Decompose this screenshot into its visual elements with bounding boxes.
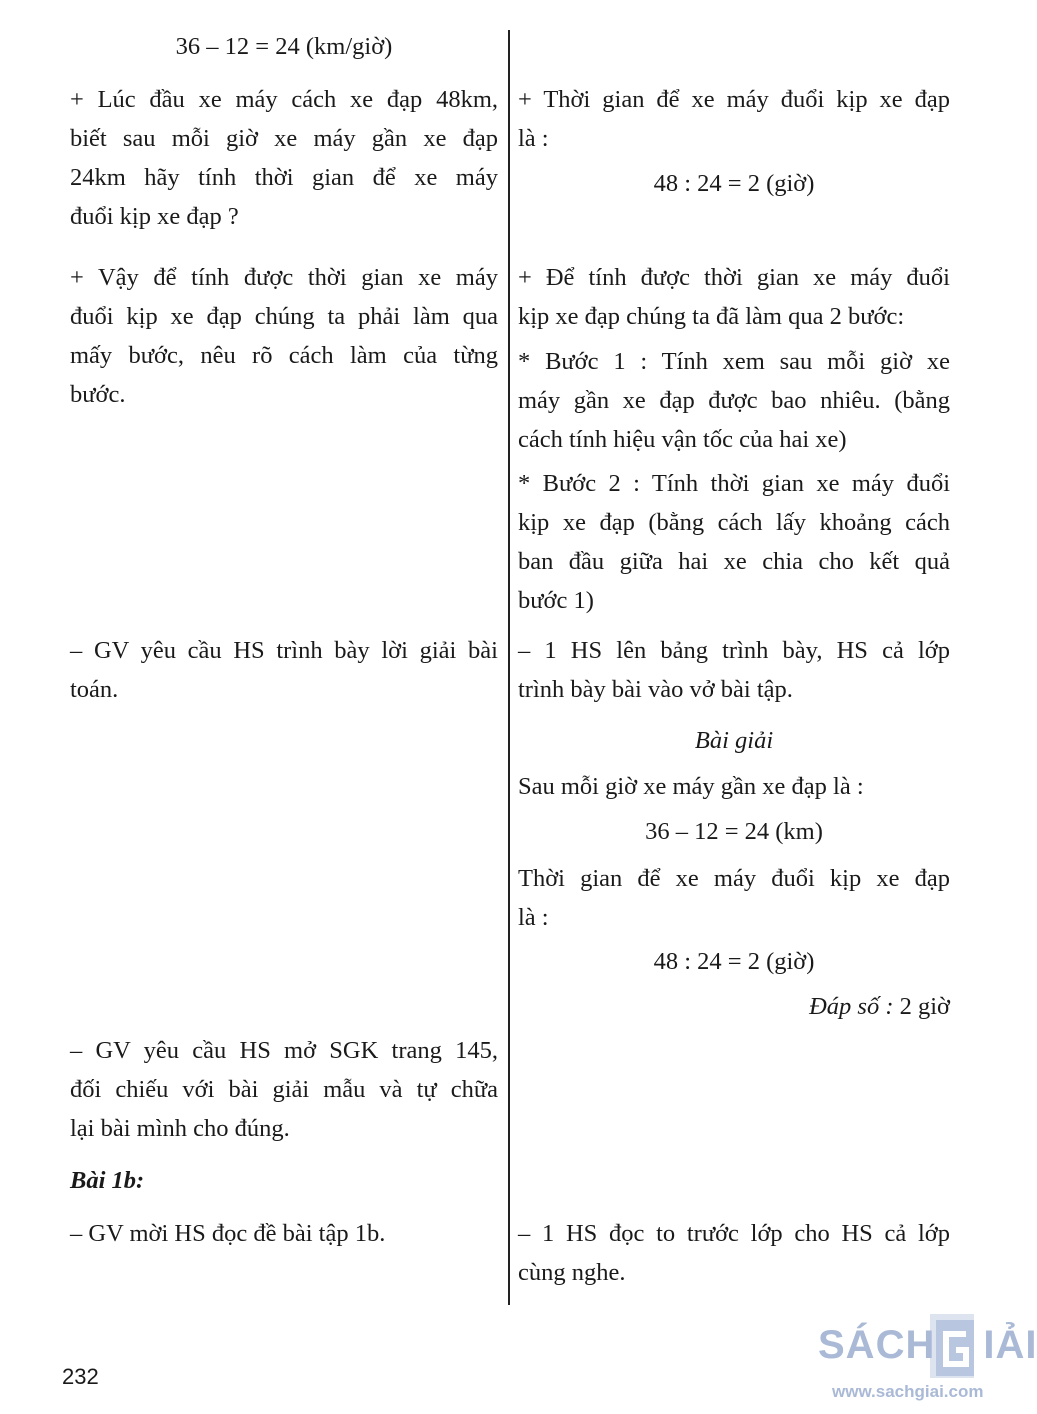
teacher-question-1: [70, 80, 498, 236]
text-line: đối chiếu với bài giải mẫu và tự chữa: [70, 1076, 498, 1103]
text-line: – GV mời HS đọc đề bài tập 1b.: [70, 1220, 386, 1247]
text-line: kịp xe đạp chúng ta đã làm qua 2 bước:: [518, 303, 905, 330]
text-line: là :: [518, 125, 549, 152]
sachgiai-watermark-logo: [818, 1312, 1037, 1408]
step-2: [518, 464, 950, 620]
text-line: toán.: [70, 676, 119, 703]
text-line: + Vậy để tính được thời gian xe máy: [70, 264, 498, 291]
step-1: [518, 342, 950, 459]
teacher-instruction-2: [70, 1031, 498, 1148]
text-line: bước 1): [518, 587, 594, 614]
formula-time: 48 : 24 = 2 (giờ): [653, 170, 815, 197]
text-line: + Thời gian để xe máy đuổi kịp xe đạp: [518, 86, 950, 113]
exercise-heading: Bài 1b:: [70, 1167, 145, 1194]
text-line: – GV yêu cầu HS mở SGK trang 145,: [70, 1037, 498, 1064]
answer: [518, 987, 950, 1026]
text-line: + Để tính được thời gian xe máy đuổi: [518, 264, 950, 291]
text-line: biết sau mỗi giờ xe máy gần xe đạp: [70, 125, 498, 152]
solution-title: Bài giải: [694, 727, 774, 754]
text-line: – 1 HS đọc to trước lớp cho HS cả lớp: [518, 1220, 950, 1247]
text-line: máy gần xe đạp được bao nhiêu. (bằng: [518, 387, 950, 414]
text-line: đuổi kịp xe đạp chúng ta phải làm qua: [70, 303, 498, 330]
text-line: – 1 HS lên bảng trình bày, HS cả lớp: [518, 637, 950, 664]
formula-speed-difference: 36 – 12 = 24 (km/giờ): [175, 33, 393, 60]
student-answer-3: [518, 631, 950, 709]
text-line: cách tính hiệu vận tốc của hai xe): [518, 426, 847, 453]
text-line: 24km hãy tính thời gian để xe máy: [70, 164, 498, 191]
text-line: cùng nghe.: [518, 1259, 626, 1286]
solution-formula-2: 48 : 24 = 2 (giờ): [653, 948, 815, 975]
text-line: + Lúc đầu xe máy cách xe đạp 48km,: [70, 86, 498, 113]
page-number: 232: [62, 1364, 99, 1389]
watermark-brand: SÁCH IẢI: [818, 1323, 1037, 1367]
text-line: lại bài mình cho đúng.: [70, 1115, 290, 1142]
answer-label: Đáp số :: [809, 993, 894, 1020]
text-line: đuổi kịp xe đạp ?: [70, 203, 239, 230]
text-line: ban đầu giữa hai xe chia cho kết quả: [518, 548, 950, 575]
teacher-question-2: [70, 258, 498, 414]
student-answer-4: [518, 1214, 950, 1292]
text-line: mấy bước, nêu rõ cách làm của từng: [70, 342, 498, 369]
student-answer-2: [518, 258, 950, 336]
text-line: bước.: [70, 381, 126, 408]
solution-line-1: Sau mỗi giờ xe máy gần xe đạp là :: [518, 773, 864, 800]
answer-value: 2 giờ: [893, 993, 950, 1020]
text-line: là :: [518, 904, 549, 931]
solution-line-2: [518, 859, 950, 937]
watermark-url: www.sachgiai.com: [832, 1382, 984, 1401]
text-line: * Bước 2 : Tính thời gian xe máy đuổi: [518, 470, 950, 497]
text-line: Thời gian để xe máy đuổi kịp xe đạp: [518, 865, 950, 892]
solution-formula-1: 36 – 12 = 24 (km): [645, 818, 823, 845]
teacher-instruction-1: [70, 631, 498, 709]
student-answer-1: [518, 80, 950, 158]
column-divider: [508, 30, 510, 1305]
teacher-instruction-3: [70, 1214, 498, 1253]
text-line: – GV yêu cầu HS trình bày lời giải bài: [70, 637, 498, 664]
text-line: * Bước 1 : Tính xem sau mỗi giờ xe: [518, 348, 950, 375]
text-line: kịp xe đạp (bằng cách lấy khoảng cách: [518, 509, 950, 536]
text-line: trình bày bài vào vở bài tập.: [518, 676, 793, 703]
